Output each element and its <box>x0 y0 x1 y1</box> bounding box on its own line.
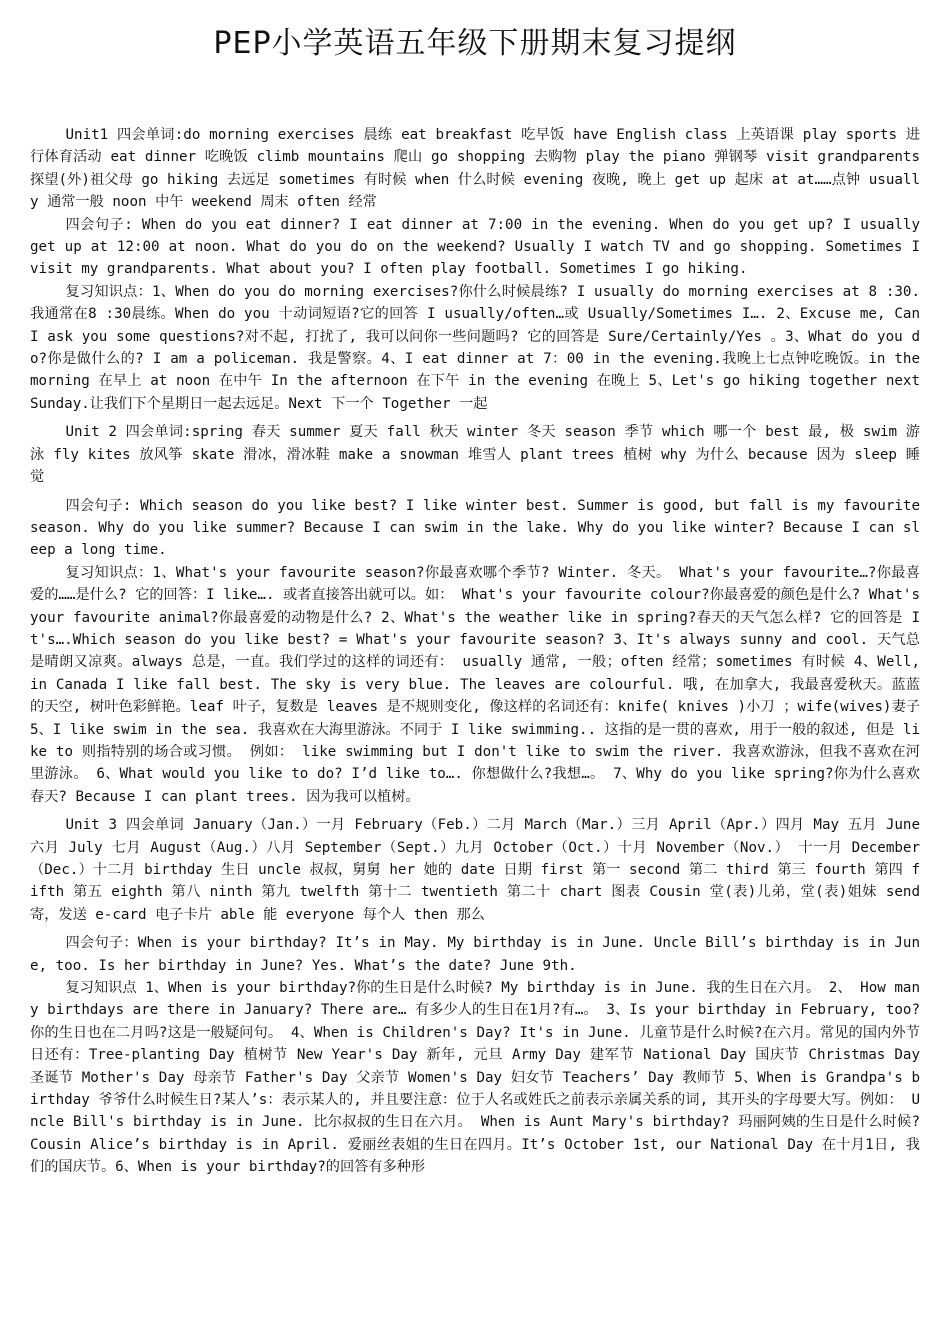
document-title: PEP小学英语五年级下册期末复习提纲 <box>213 26 737 61</box>
unit2-review-points: 复习知识点：1、What's your favourite season?你最喜欢哪个季节? Winter. 冬天。 What's your favourite…?你最喜爱的……是什么? 它的回答：I like…. 或者直接答出就可以。如： What's your favourite colour?你最喜爱的颜色是什么? What's your favourite animal?你最喜爱的动物是什么? 2、What's the weather like in spring?春天的天气怎么样? 它的回答是 It's….Which season do you like best? = What's your favourite season? 3、It's always sunny and cool. 天气总是晴朗又凉爽。always 总是，一直。我们学过的这样的词还有： usually 通常, 一般；often 经常；sometimes 有时候 4、Well, in Canada I like fall best. The sky is very blue. The leaves are colourful. 哦, 在加拿大, 我最喜爱秋天。蓝蓝的天空, 树叶色彩鲜艳。leaf 叶子，复数是 leaves 是不规则变化, 像这样的名词还有：knife( knives )小刀 ；wife(wives)妻子 5、I like swim in the sea. 我喜欢在大海里游泳。不同于 I like swimming.. 这指的是一贯的喜欢, 用于一般的叙述, 但是 like to 则指特别的场合或习惯。 例如： like swimming but I don't like to swim the river. 我喜欢游泳，但我不喜欢在河里游泳。 6、What would you like to do? I’d like to…. 你想做什么?我想…。 7、Why do you like spring?你为什么喜欢春天? Because I can plant trees. 因为我可以植树。 <box>30 564 920 805</box>
unit1-sentences: 四会句子: When do you eat dinner? I eat dinner at 7:00 in the evening. When do you get up? I usually get up at 12:00 at noon. What do you do on the weekend? Usually I watch TV and go shopping. Sometimes I visit my grandparents. What about you? I often play football. Sometimes I go hiking. <box>30 216 920 278</box>
unit1-vocabulary: Unit1 四会单词:do morning exercises 晨练 eat breakfast 吃早饭 have English class 上英语课 play sports 进行体育活动 eat dinner 吃晚饭 climb mountains 爬山 go shopping 去购物 play the piano 弹钢琴 visit grandparents 探望(外)祖父母 go hiking 去远足 sometimes 有时候 when 什么时候 evening 夜晚, 晚上 get up 起床 at at……点钟 usually 通常一般 noon 中午 weekend 周末 often 经常 <box>30 127 920 211</box>
unit3-vocabulary: Unit 3 四会单词 January（Jan.）一月 February（Feb.）二月 March（Mar.）三月 April（Apr.）四月 May 五月 June 六月 July 七月 August（Aug.）八月 September（Sept.）九月 October（Oct.）十月 November（Nov.） 十一月 December（Dec.）十二月 birthday 生日 uncle 叔叔，舅舅 her 她的 date 日期 first 第一 second 第二 third 第三 fourth 第四 fifth 第五 eighth 第八 ninth 第九 twelfth 第十二 twentieth 第二十 chart 图表 Cousin 堂(表)儿弟，堂(表)姐妹 send 寄，发送 e-card 电子卡片 able 能 everyone 每个人 then 那么 <box>30 817 920 923</box>
unit3-review-points: 复习知识点 1、When is your birthday?你的生日是什么时候? My birthday is in June. 我的生日在六月。 2、 How many birthdays are there in January? There are… 有多少人的生日在1月?有…。 3、Is your birthday in February, too?你的生日也在二月吗?这是一般疑问句。 4、When is Children's Day? It's in June. 儿童节是什么时候?在六月。常见的国内外节日还有：Tree-planting Day 植树节 New Year's Day 新年, 元旦 Army Day 建军节 National Day 国庆节 Christmas Day 圣诞节 Mother's Day 母亲节 Father's Day 父亲节 Women's Day 妇女节 Teachers’ Day 教师节 5、When is Grandpa's birthday 爷爷什么时候生日?某人’s：表示某人的, 并且要注意：位于人名或姓氏之前表示亲属关系的词, 其开头的字母要大写。例如： Uncle Bill's birthday is in June. 比尔叔叔的生日在六月。 When is Aunt Mary's birthday? 玛丽阿姨的生日是什么时候? Cousin Alice’s birthday is in April. 爱丽丝表姐的生日在四月。It’s October 1st, our National Day 在十月1日, 我们的国庆节。6、When is your birthday?的回答有多种形 <box>30 980 920 1176</box>
unit3-sentences: 四会句子：When is your birthday? It’s in May. My birthday is in June. Uncle Bill’s birthday is in June, too. Is her birthday in June? Yes. What’s the date? June 9th. <box>30 935 920 974</box>
document-body <box>30 124 920 1179</box>
unit2-sentences: 四会句子: Which season do you like best? I like winter best. Summer is good, but fall is my favourite season. Why do you like summer? Because I can swim in the lake. Why do you like winter? Because I can sleep a long time. <box>30 497 920 559</box>
unit2-vocabulary: Unit 2 四会单词:spring 春天 summer 夏天 fall 秋天 winter 冬天 season 季节 which 哪一个 best 最, 极 swim 游泳 fly kites 放风筝 skate 滑冰，滑冰鞋 make a snowman 堆雪人 plant trees 植树 why 为什么 because 因为 sleep 睡觉 <box>30 424 920 486</box>
unit1-review-points: 复习知识点：1、When do you do morning exercises?你什么时候晨练? I usually do morning exercises at 8 :30. 我通常在8 :30晨练。When do you 十动词短语?它的回答 I usually/often…或 Usually/Sometimes I…. 2、Excuse me, Can I ask you some questions?对不起, 打扰了, 我可以问你一些问题吗? 它的回答是 Sure/Certainly/Yes 。3、What do you do?你是做什么的? I am a policeman. 我是警察。4、I eat dinner at 7：00 in the evening.我晚上七点钟吃晚饭。in the morning 在早上 at noon 在中午 In the afternoon 在下午 in the evening 在晚上 5、Let's go hiking together next Sunday.让我们下个星期日一起去远足。Next 下一个 Together 一起 <box>30 283 920 412</box>
